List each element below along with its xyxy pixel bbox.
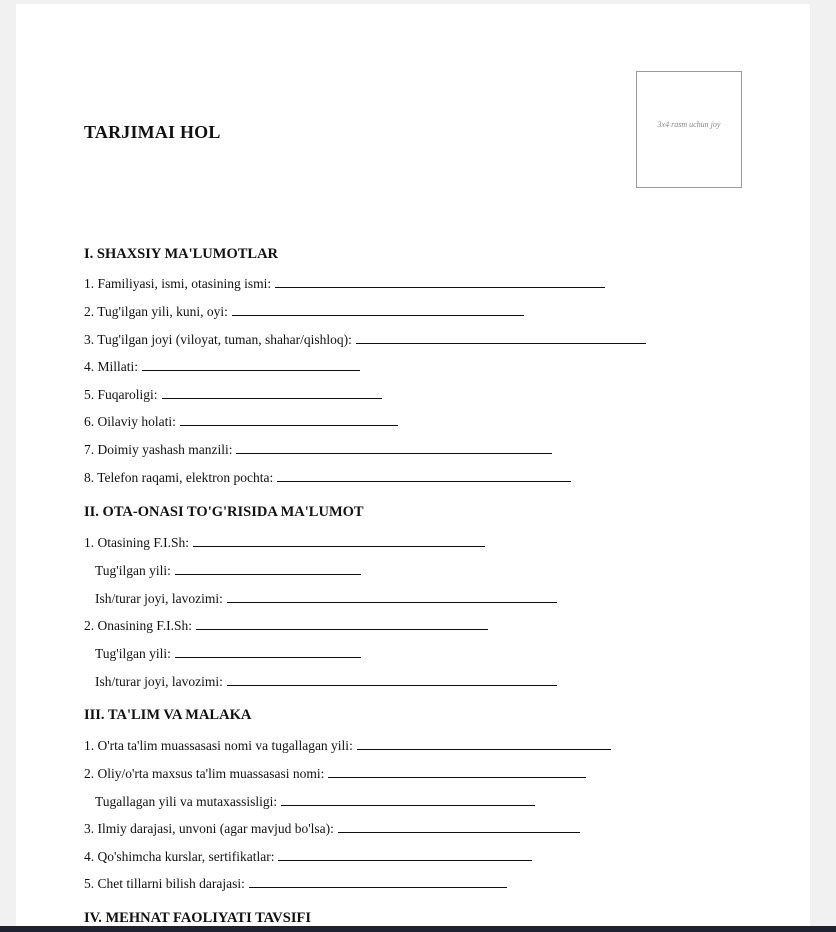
fill-line[interactable] [338, 832, 580, 833]
field-label: 8. Telefon raqami, elektron pochta: [84, 470, 274, 485]
fill-line[interactable] [277, 481, 571, 482]
section-heading-education: III. TA'LIM VA MALAKA [84, 707, 252, 723]
section-heading-parents: II. OTA-ONASI TO'G'RISIDA MA'LUMOT [84, 504, 364, 520]
field-extra-courses[interactable] [84, 845, 532, 865]
field-marital-status[interactable] [84, 410, 398, 430]
field-father-workplace[interactable] [95, 587, 557, 607]
fill-line[interactable] [193, 546, 485, 547]
photo-placeholder [636, 71, 742, 188]
fill-line[interactable] [162, 398, 382, 399]
field-higher-education[interactable] [84, 762, 586, 782]
fill-line[interactable] [227, 602, 557, 603]
field-father-name[interactable] [84, 531, 485, 551]
field-label: 2. Onasining F.I.Sh: [84, 618, 193, 633]
fill-line[interactable] [175, 574, 361, 575]
field-mother-name[interactable] [84, 614, 488, 634]
fill-line[interactable] [227, 685, 557, 686]
section-heading-work: IV. MEHNAT FAOLIYATI TAVSIFI [84, 910, 311, 926]
field-nationality[interactable] [84, 355, 360, 375]
field-birth-place[interactable] [84, 328, 646, 348]
fill-line[interactable] [249, 887, 507, 888]
fill-line[interactable] [281, 805, 535, 806]
fill-line[interactable] [328, 777, 586, 778]
fill-line[interactable] [142, 370, 360, 371]
field-label: 5. Fuqaroligi: [84, 387, 158, 402]
fill-line[interactable] [175, 657, 361, 658]
field-label: 1. O'rta ta'lim muassasasi nomi va tugallagan yili: [84, 738, 353, 753]
field-label: 1. Familiyasi, ismi, otasining ismi: [84, 276, 272, 291]
document-page [16, 4, 810, 932]
field-label: 7. Doimiy yashash manzili: [84, 442, 233, 457]
field-citizenship[interactable] [84, 383, 382, 403]
field-birth-date[interactable] [84, 300, 524, 320]
field-label: 1. Otasining F.I.Sh: [84, 535, 190, 550]
field-mother-workplace[interactable] [95, 670, 557, 690]
photo-placeholder-label: 3x4 rasm uchun joy [657, 120, 721, 129]
field-label: 2. Tug'ilgan yili, kuni, oyi: [84, 304, 228, 319]
field-label: 2. Oliy/o'rta maxsus ta'lim muassasasi nomi: [84, 766, 325, 781]
field-label: Tugallagan yili va mutaxassisligi: [95, 794, 278, 809]
field-label: 6. Oilaviy holati: [84, 414, 176, 429]
fill-line[interactable] [196, 629, 488, 630]
fill-line[interactable] [278, 860, 532, 861]
field-label: Ish/turar joyi, lavozimi: [95, 591, 223, 606]
fill-line[interactable] [357, 749, 611, 750]
field-foreign-languages[interactable] [84, 872, 507, 892]
field-father-birth-year[interactable] [95, 559, 361, 579]
field-label: 3. Ilmiy darajasi, unvoni (agar mavjud bo'lsa): [84, 821, 334, 836]
field-address[interactable] [84, 438, 552, 458]
field-secondary-school[interactable] [84, 734, 611, 754]
field-full-name[interactable] [84, 272, 605, 292]
field-contact[interactable] [84, 466, 571, 486]
fill-line[interactable] [275, 287, 605, 288]
fill-line[interactable] [180, 425, 398, 426]
field-label: Ish/turar joyi, lavozimi: [95, 674, 223, 689]
fill-line[interactable] [232, 315, 524, 316]
field-label: 3. Tug'ilgan joyi (viloyat, tuman, shahar/qishloq): [84, 332, 352, 347]
fill-line[interactable] [236, 453, 552, 454]
field-label: 5. Chet tillarni bilish darajasi: [84, 876, 245, 891]
field-academic-degree[interactable] [84, 817, 580, 837]
field-graduation-specialty[interactable] [95, 790, 535, 810]
document-title: TARJIMAI HOL [84, 122, 221, 142]
field-label: 4. Millati: [84, 359, 138, 374]
field-label: 4. Qo'shimcha kurslar, sertifikatlar: [84, 849, 275, 864]
field-label: Tug'ilgan yili: [95, 563, 171, 578]
field-mother-birth-year[interactable] [95, 642, 361, 662]
fill-line[interactable] [356, 343, 646, 344]
section-heading-personal: I. SHAXSIY MA'LUMOTLAR [84, 246, 279, 262]
window-bottom-bar [0, 926, 836, 932]
field-label: Tug'ilgan yili: [95, 646, 171, 661]
